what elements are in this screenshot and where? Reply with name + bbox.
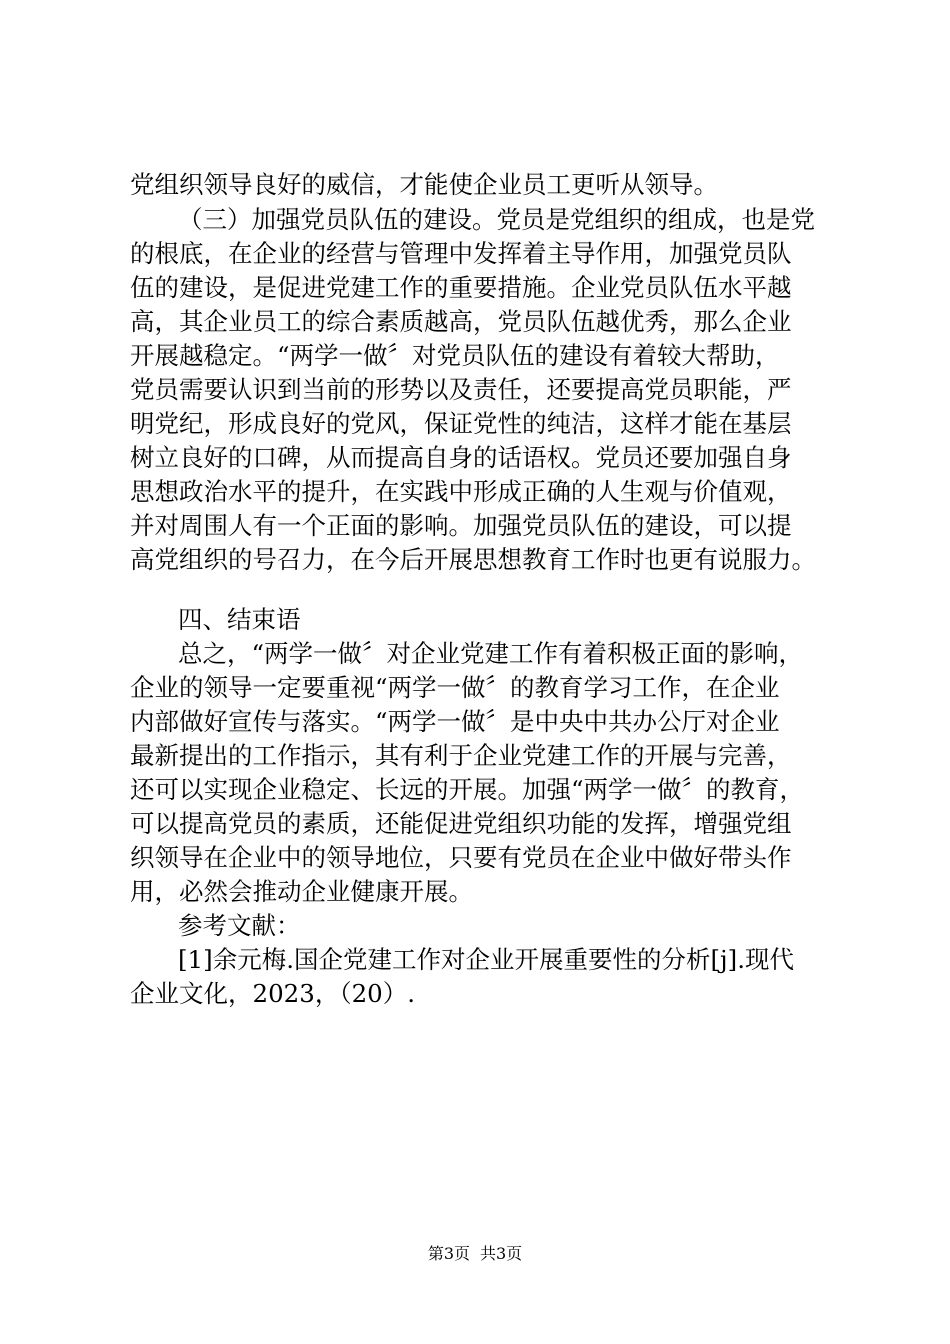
text-line: 还可以实现企业稳定、长远的开展。加强“两学一做〞的教育，	[130, 775, 805, 804]
text-line: 用，必然会推动企业健康开展。	[130, 877, 473, 906]
page-number: 第3页	[427, 1244, 470, 1263]
text-line: 树立良好的口碑，从而提高自身的话语权。党员还要加强自身	[130, 443, 792, 472]
references-heading: 参考文献：	[178, 911, 301, 940]
text-line: 高，其企业员工的综合素质越高，党员队伍越优秀，那么企业	[130, 307, 792, 336]
text-line: 开展越稳定。“两学一做〞对党员队伍的建设有着较大帮助，	[130, 341, 780, 370]
text-line: 高党组织的号召力，在今后开展思想教育工作时也更有说服力。	[130, 545, 816, 574]
text-line: 明党纪，形成良好的党风，保证党性的纯洁，这样才能在基层	[130, 409, 792, 438]
section-heading: （三）加强党员队伍的建设。党员是党组织的组成，也是党	[178, 205, 815, 234]
section-heading: 四、结束语	[178, 605, 301, 634]
reference-item: 企业文化，2023，（20）.	[130, 979, 416, 1008]
reference-item: [1]余元梅.国企党建工作对企业开展重要性的分析[j].现代	[178, 945, 794, 974]
text-line: 最新提出的工作指示，其有利于企业党建工作的开展与完善，	[130, 741, 792, 770]
text-line: 内部做好宣传与落实。“两学一做〞是中央中共办公厅对企业	[130, 707, 780, 736]
text-line: 并对周围人有一个正面的影响。加强党员队伍的建设，可以提	[130, 511, 792, 540]
text-line: 企业的领导一定要重视“两学一做〞的教育学习工作，在企业	[130, 673, 780, 702]
page-footer	[0, 1243, 950, 1265]
page-total: 共3页	[480, 1244, 523, 1263]
text-line: 可以提高党员的素质，还能促进党组织功能的发挥，增强党组	[130, 809, 792, 838]
text-line: 总之，“两学一做〞对企业党建工作有着积极正面的影响，	[178, 639, 804, 668]
text-line: 党组织领导良好的威信，才能使企业员工更听从领导。	[130, 170, 718, 199]
text-line: 党员需要认识到当前的形势以及责任，还要提高党员职能，严	[130, 375, 792, 404]
text-line: 织领导在企业中的领导地位，只要有党员在企业中做好带头作	[130, 843, 792, 872]
text-line: 思想政治水平的提升，在实践中形成正确的人生观与价值观，	[130, 477, 792, 506]
text-line: 的根底，在企业的经营与管理中发挥着主导作用，加强党员队	[130, 239, 792, 268]
text-line: 伍的建设，是促进党建工作的重要措施。企业党员队伍水平越	[130, 273, 792, 302]
